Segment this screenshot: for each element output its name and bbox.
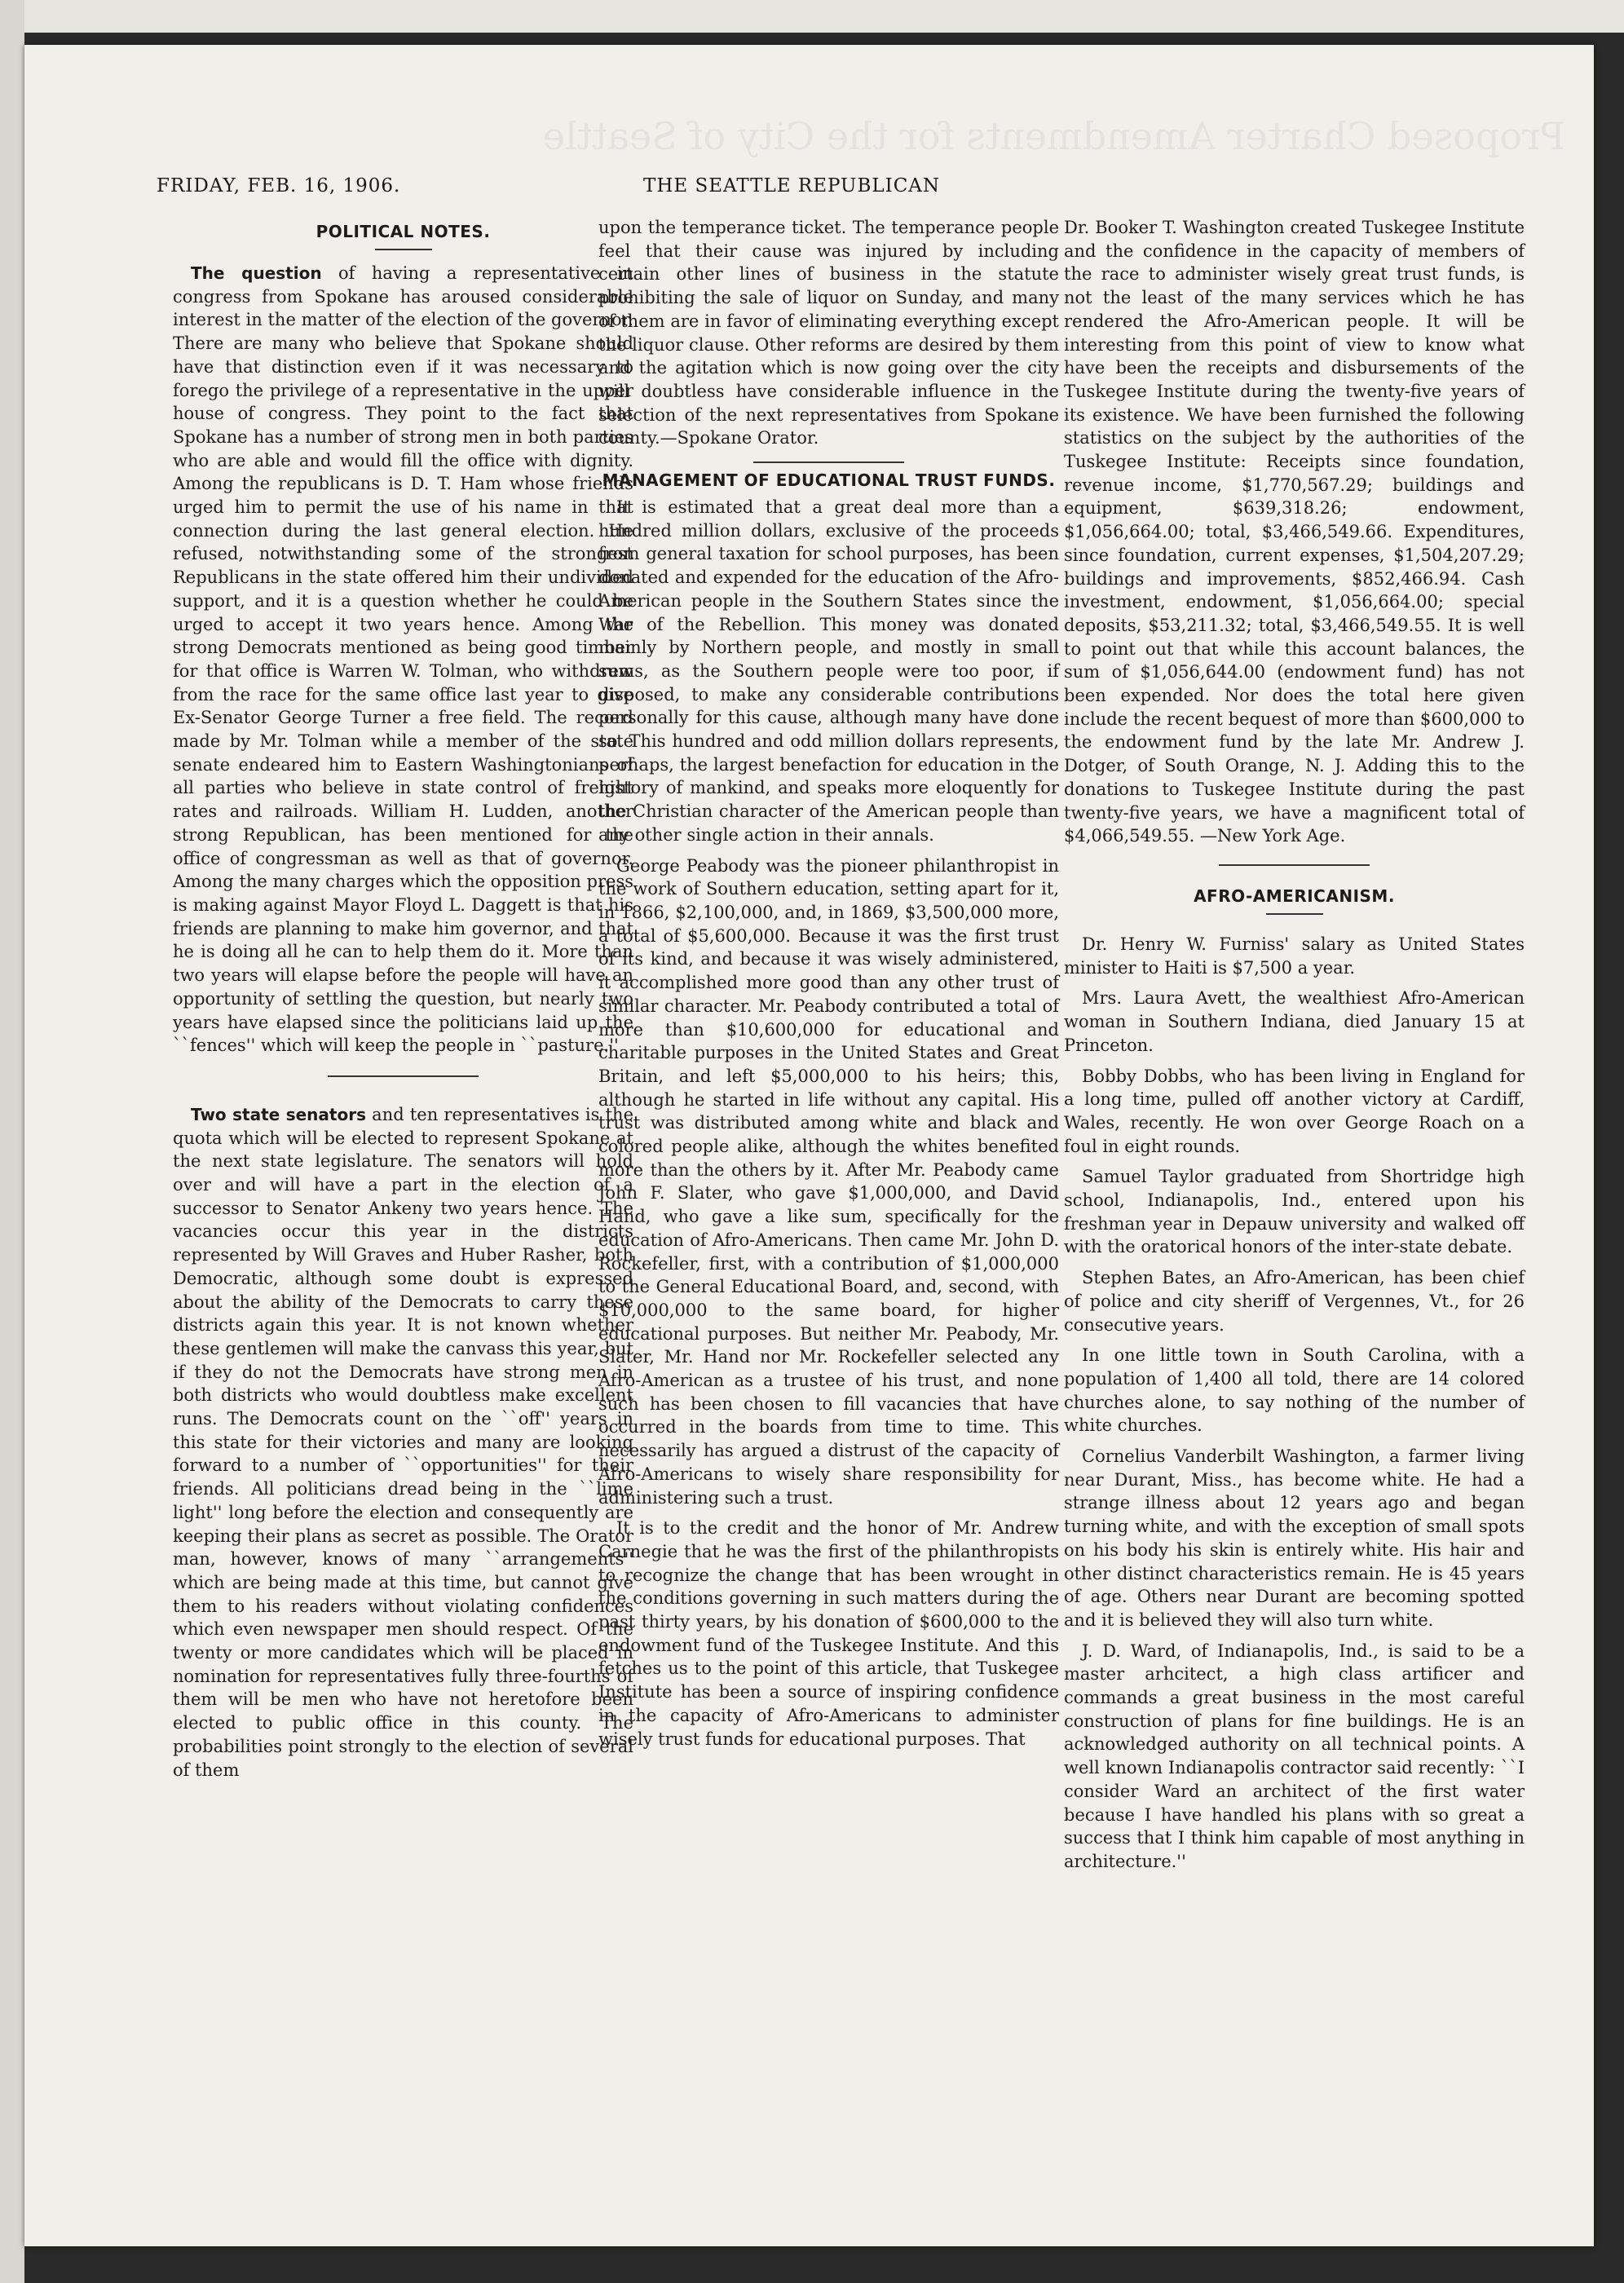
news-item: Cornelius Vanderbilt Washington, a farmer living near Durant, Miss., has become white. He had a strange illness about 12 years ago and began turning white, and with the exception of small spots on his body his skin is entirely white. His hair and other distinct characteristics remain. He is 45 years of age. Others near Durant are becoming spotted and it is believed they will also turn white.: [1064, 1446, 1525, 1630]
scan-left-edge: [0, 0, 24, 2283]
scan-top-edge: [0, 0, 1624, 33]
trust-funds-para-1: It is estimated that a great deal more than a hundred million dollars, exclusive of the proceeds from general taxation for school purposes, has been donated and expended for the education of the Afro-American people in the Southern States since the War of the Rebellion. This money was donated mainly by Northern people, and mostly in small sums, as the Southern people were too poor, if disposed, to make any considerable contributions personally for this cause, although many have done so. This hundred and odd million dollars represents, perhaps, the largest benefaction for education in the history of mankind, and speaks more eloquently for the Christian character of the American people than any other single action in their annals.: [598, 497, 1059, 845]
news-item: Dr. Henry W. Furniss' salary as United States minister to Haiti is $7,500 a year.: [1064, 934, 1525, 978]
newspaper-title: THE SEATTLE REPUBLICAN: [643, 175, 941, 197]
lead-in: The question: [191, 263, 322, 283]
news-item: J. D. Ward, of Indianapolis, Ind., is said to be a master arhcitect, a high class artificer and commands a great business in the most careful construction of plans for fine buildings. He is an acknowledged authority on all technical points. A well known Indianapolis contractor said recently: ``I consider Ward an architect of the first water because I have handled his plans with so great a success that I think him capable of most anything in architecture.'': [1064, 1640, 1525, 1871]
trust-funds-para-2: George Peabody was the pioneer philanthropist in the work of Southern education, setting apart for it, in 1866, $2,100,000, and, in 1869, $3,500,000 more, a total of $5,600,000. Because it was the first trust of its kind, and because it was wisely administered, it accomplished more good than any other trust of similar character. Mr. Peabody contributed a total of more than $10,600,000 for educational and charitable purposes in the United States and Great Britain, and left $5,000,000 to his heirs; this, although he started in life without any capital. His trust was distributed among white and black and colored people alike, although the whites benefited more than the others by it. After Mr. Peabody came John F. Slater, who gave $1,000,000, and David Hand, who gave a like sum, specifically for the education of Afro-Americans. Then came Mr. John D. Rockefeller, first, with a contribution of $1,000,000 to the General Educational Board, and, second, with $10,000,000 to the same board, for higher educational purposes. But neither Mr. Peabody, Mr. Slater, Mr. Hand nor Mr. Rockefeller selected any Afro-American as a trustee of his trust, and none such has been chosen to fill vacancies that have occurred in the boards from time to time. This necessarily has argued a distrust of the capacity of Afro-Americans to wisely share responsibility for administering such a trust.: [598, 855, 1059, 1508]
news-item: Stephen Bates, an Afro-American, has been chief of police and city sheriff of Vergennes, Vt., for 26 consecutive years.: [1064, 1268, 1525, 1335]
political-notes-heading: POLITICAL NOTES.: [316, 222, 491, 241]
news-item: In one little town in South Carolina, with a population of 1,400 all told, there are 14 colored churches alone, to say nothing of the number of white churches.: [1064, 1345, 1525, 1436]
heading-rule: [375, 249, 432, 250]
news-item: Bobby Dobbs, who has been living in England for a long time, pulled off another victory at Cardiff, Wales, recently. He won over George Roach on a foul in eight rounds.: [1064, 1066, 1525, 1156]
bleed-through-text: Proposed Charter Amendments for the City of Seattle: [542, 114, 1565, 158]
news-item: Samuel Taylor graduated from Shortridge high school, Indianapolis, Ind., entered upon his freshman year in Depauw university and walked off with the oratorical honors of the inter-state debate.: [1064, 1167, 1525, 1257]
heading-rule: [1266, 913, 1323, 915]
column-1: [173, 216, 633, 1789]
afro-americanism-heading: AFRO-AMERICANISM.: [1194, 885, 1395, 906]
section-divider: [328, 1075, 479, 1077]
paragraph-text: and ten representatives is the quota which will be elected to represent Spokane at the next state legislature. The senators will hold over and will have a part in the election of a successor to Senator Ankeny two years hence. The vacancies occur this year in the districts represented by Will Graves and Huber Rasher, both Democratic, although some doubt is expressed about the ability of the Democrats to carry these districts again this year. It is not known whether these gentlemen will make the canvass this year, but if they do not the Democrats have strong men in both districts who would doubtless make excellent runs. The Democrats count on the ``off'' years in this state for their victories and many are looking forward to a number of ``opportunities'' for their friends. All politicians dread being in the ``lime light'' long before the election and consequently are keeping their plans as secret as possible. The Orator man, however, knows of many ``arrangements'' which are being made at this time, but cannot give them to his readers without violating confidences which even newspaper men should respect. Of the twenty or more candidates which will be placed in nomination for representatives fully three-fourths of them will be men who have not heretofore been elected to public office in this county. The probabilities point strongly to the election of several of them: [173, 1104, 633, 1780]
section-divider: [753, 461, 904, 463]
trust-funds-para-3: It is to the credit and the honor of Mr. Andrew Carnegie that he was the first of the philanthropists to recognize the change that has been wrought in the conditions governing in such matters during the past thirty years, by his donation of $600,000 to the endowment fund of the Tuskegee Institute. And this fetches us to the point of this article, that Tuskegee Institute has been a source of inspiring confidence in the capacity of Afro-Americans to administer wisely trust funds for educational purposes. That: [598, 1518, 1059, 1749]
continued-paragraph: upon the temperance ticket. The temperance people feel that their cause was injured by including certain other lines of business in the statute prohibiting the sale of liquor on Sunday, and many of them are in favor of eliminating everything except the liquor clause. Other reforms are desired by them and the agitation which is now going over the city will doubtless have considerable influence in the selection of the next representatives from Spokane county.—Spokane Orator.: [598, 218, 1059, 448]
news-item: Mrs. Laura Avett, the wealthiest Afro-American woman in Southern Indiana, died January 15 at Princeton.: [1064, 988, 1525, 1055]
political-notes-para-1: [173, 262, 633, 1058]
lead-in: Two state senators: [191, 1104, 366, 1124]
political-notes-para-2: [173, 1103, 633, 1782]
continued-paragraph: Dr. Booker T. Washington created Tuskegee Institute and the confidence in the capacity of members of the race to administer wisely great trust funds, is not the least of the many services which he has rendered the Afro-American people. It will be interesting from this point of view to know what have been the receipts and disbursements of the Tuskegee Institute during the twenty-five years of its existence. We have been furnished the following statistics on the subject by the authorities of the Tuskegee Institute: Receipts since foundation, revenue income, $1,770,567.29; buildings and equipment, $639,318.26; endowment, $1,056,664.00; total, $3,466,549.66. Expenditures, since foundation, current expenses, $1,504,207.29; buildings and improvements, $852,466.94. Cash investment, endowment, $1,056,664.00; special deposits, $53,211.32; total, $3,466,549.55. It is well to point out that while this account balances, the sum of $1,056,644.00 (endowment fund) has not been expended. Nor does the total here given include the recent bequest of more than $600,000 to the endowment fund by the late Mr. Andrew J. Dotger, of South Orange, N. J. Adding this to the donations to Tuskegee Institute during the past twenty-five years, we have a magnificent total of $4,066,549.55. —New York Age.: [1064, 218, 1525, 846]
paragraph-text: of having a representative in congress from Spokane has aroused considerable interest in the matter of the election of the governor. There are many who believe that Spokane should have that distinction even if it was necessary to forego the privilege of a representative in the upper house of congress. They point to the fact that Spokane has a number of strong men in both parties who are able and would fill the office with dignity. Among the republicans is D. T. Ham whose friends urged him to permit the use of his name in that connection during the last general election. He refused, notwithstanding some of the strongest Republicans in the state offered him their undivided support, and it is a question whether he could be urged to accept it two years hence. Among the strong Democrats mentioned as being good timber for that office is Warren W. Tolman, who withdrew from the race for the same office last year to give Ex-Senator George Turner a free field. The record made by Mr. Tolman while a member of the state senate endeared him to Eastern Washingtonians of all parties who believe in state control of freight rates and railroads. William H. Ludden, another strong Republican, has been mentioned for the office of congressman as well as that of governor. Among the many charges which the opposition press is making against Mayor Floyd L. Daggett is that his friends are planning to make him governor, and that he is doing all he can to help them do it. More than two years will elapse before the people will have an opportunity of settling the question, but nearly two years have elapsed since the politicians laid up the ``fences'' which will keep the people in ``pasture.'': [173, 263, 633, 1056]
column-2: [598, 216, 1059, 1758]
section-divider: [1219, 864, 1370, 866]
issue-date: FRIDAY, FEB. 16, 1906.: [157, 175, 401, 197]
column-3: [1064, 216, 1525, 1881]
trust-funds-heading: MANAGEMENT OF EDUCATIONAL TRUST FUNDS.: [602, 470, 1056, 491]
